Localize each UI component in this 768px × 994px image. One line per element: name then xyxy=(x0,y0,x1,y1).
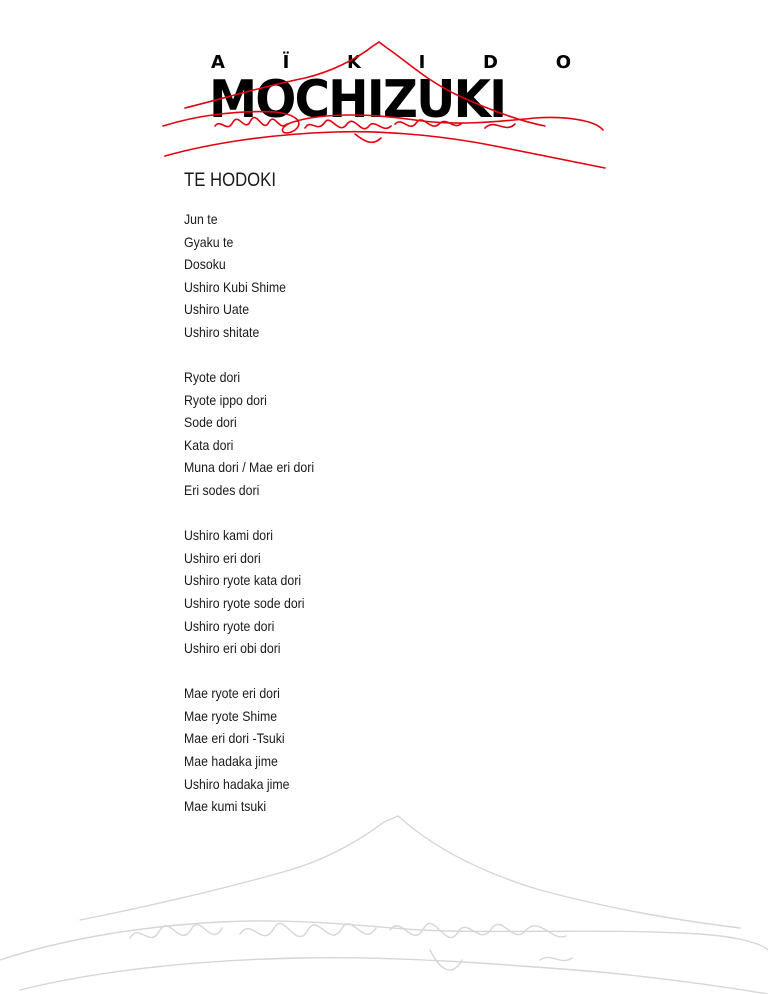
list-item: Ushiro hadaka jime xyxy=(184,775,290,792)
technique-group-4 xyxy=(184,682,332,818)
list-item: Sode dori xyxy=(184,414,237,431)
logo-letter: K xyxy=(347,52,361,73)
logo-letter: D xyxy=(483,52,498,73)
list-item: Mae hadaka jime xyxy=(184,752,278,769)
mountain-watermark-icon xyxy=(0,810,768,994)
list-item: Mae ryote eri dori xyxy=(184,685,280,702)
list-item: Mae eri dori -Tsuki xyxy=(184,730,285,747)
list-item: Dosoku xyxy=(184,256,226,273)
list-item: Gyaku te xyxy=(184,233,234,250)
technique-group-2 xyxy=(184,366,332,502)
list-item: Mae ryote Shime xyxy=(184,707,278,724)
logo-letter: I xyxy=(418,52,426,73)
list-item: Ushiro eri obi dori xyxy=(184,640,281,657)
list-item: Ryote dori xyxy=(184,369,241,386)
list-item: Kata dori xyxy=(184,436,234,453)
list-item: Eri sodes dori xyxy=(184,482,260,499)
list-item: Ushiro ryote kata dori xyxy=(184,572,302,589)
list-item: Ushiro Uate xyxy=(184,301,250,318)
logo-letter: O xyxy=(555,52,571,73)
technique-group-3 xyxy=(184,524,332,660)
list-item: Ushiro shitate xyxy=(184,323,260,340)
technique-group-1 xyxy=(184,208,332,344)
logo-letter: A xyxy=(211,52,225,73)
logo-letter: Ï xyxy=(282,52,290,73)
list-item: Ryote ippo dori xyxy=(184,391,267,408)
document-body xyxy=(184,168,332,818)
logo-mochizuki-wordmark: MOCHIZUKI xyxy=(209,70,506,130)
list-item: Muna dori / Mae eri dori xyxy=(184,459,315,476)
mountain-signature-icon xyxy=(155,38,615,178)
aikido-mochizuki-logo xyxy=(155,38,615,178)
page-title: TE HODOKI xyxy=(184,170,276,191)
list-item: Ushiro ryote sode dori xyxy=(184,594,305,611)
list-item: Ushiro eri dori xyxy=(184,549,261,566)
list-item: Jun te xyxy=(184,211,218,227)
list-item: Ushiro ryote dori xyxy=(184,617,275,634)
list-item: Ushiro Kubi Shime xyxy=(184,278,287,295)
list-item: Ushiro kami dori xyxy=(184,527,274,544)
list-item: Mae kumi tsuki xyxy=(184,798,267,815)
